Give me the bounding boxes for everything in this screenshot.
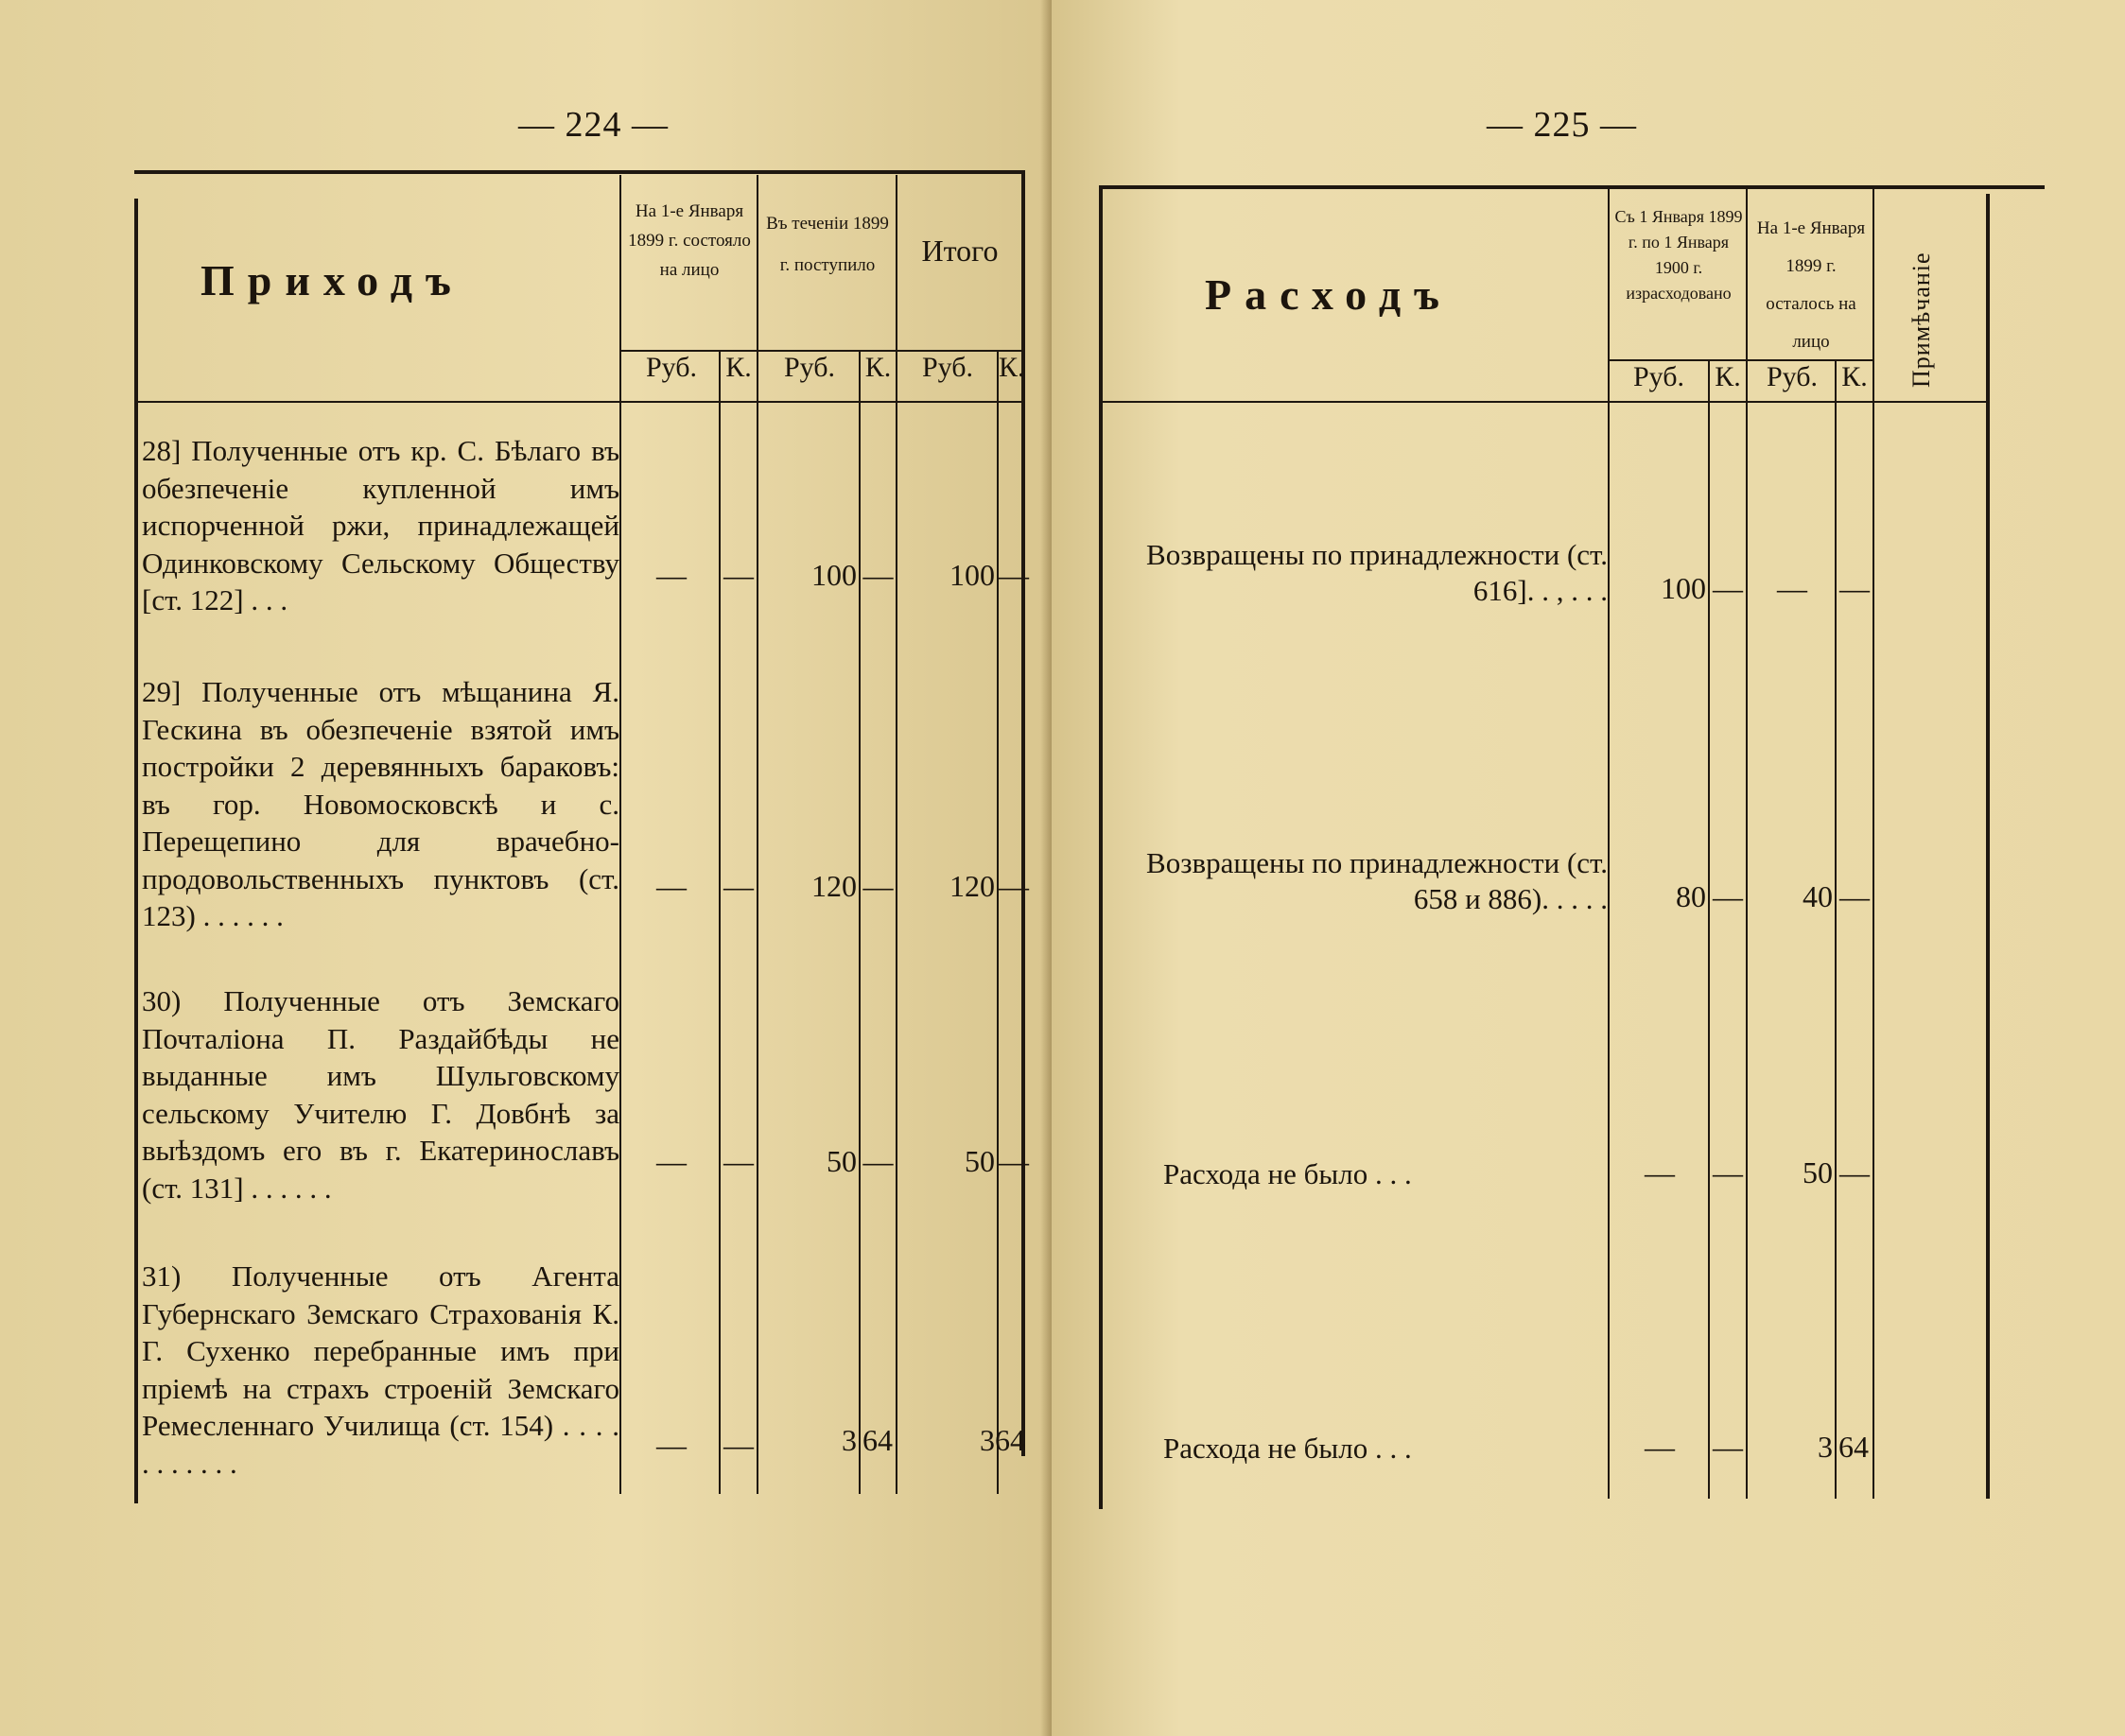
table-cell: 120 bbox=[949, 869, 995, 903]
left-page-number: — 224 — bbox=[518, 105, 669, 145]
right-page bbox=[1052, 0, 2125, 1736]
exp-col2-kop-unit: К. bbox=[1841, 361, 1868, 392]
col1-rub-unit: Руб. bbox=[645, 352, 698, 383]
table-cell: — bbox=[1839, 879, 1870, 913]
table-cell: — bbox=[1713, 1430, 1743, 1464]
table-cell: 50 bbox=[827, 1144, 857, 1178]
col2-rub-unit: Руб. bbox=[783, 352, 836, 383]
table-cell: — bbox=[656, 1144, 687, 1178]
table-cell: — bbox=[862, 1144, 894, 1178]
col-sep-3 bbox=[1872, 189, 1874, 1499]
table-cell: — bbox=[999, 1144, 1029, 1178]
note-header: Примѣчаніе bbox=[1907, 252, 1935, 388]
table-cell: — bbox=[656, 1428, 687, 1462]
table-cell: — bbox=[862, 869, 894, 903]
table-cell: 80 bbox=[1676, 879, 1706, 913]
col-sep-1k bbox=[1708, 359, 1710, 1499]
table-right-rule bbox=[1986, 194, 1990, 1499]
table-cell: 100 bbox=[949, 558, 995, 592]
col-sep-1 bbox=[619, 175, 621, 1494]
table-cell: — bbox=[1839, 1155, 1870, 1189]
col1-kop-unit: К. bbox=[725, 352, 752, 383]
table-cell: 100 bbox=[811, 558, 857, 592]
col3-kop-unit: К. bbox=[999, 352, 1025, 383]
table-cell: — bbox=[999, 869, 1029, 903]
header-bottom-rule bbox=[134, 401, 1025, 403]
exp-col1-kop-unit: К. bbox=[1715, 361, 1741, 392]
exp-col2-header: На 1-е Января 1899 г. осталось на лицо bbox=[1756, 218, 1866, 352]
col-sep-1 bbox=[1608, 189, 1610, 1499]
col3-header: Итого bbox=[921, 234, 999, 268]
expense-row-1-text: Возвращены по принадлежности (ст. 616]. . , . . . bbox=[1146, 538, 1608, 607]
table-cell: 3 bbox=[842, 1423, 857, 1457]
table-cell: — bbox=[1713, 1155, 1743, 1189]
col-sep-2 bbox=[1746, 189, 1748, 1499]
table-top-rule bbox=[134, 170, 1025, 174]
table-cell: 40 bbox=[1803, 879, 1833, 913]
income-title: Приходъ bbox=[200, 256, 464, 304]
col-sep-3k bbox=[997, 350, 999, 1494]
table-cell: 64 bbox=[995, 1423, 1025, 1457]
table-cell: — bbox=[723, 1144, 754, 1178]
table-cell: 50 bbox=[1803, 1155, 1833, 1189]
table-cell: — bbox=[1777, 571, 1807, 605]
income-row-30-text: 30) Полученные отъ Земскаго Почталіона П. Раздайбѣды не выданные имъ Шульговскому сельскому Учителю Г. Довбнѣ за выѣздомъ его въ г. Екатеринославъ (ст. 131] . . . . . . bbox=[142, 984, 619, 1205]
header-bottom-rule bbox=[1099, 401, 1988, 403]
table-cell: — bbox=[1645, 1155, 1675, 1189]
col-sep-1k bbox=[719, 350, 721, 1494]
table-cell: 64 bbox=[1838, 1430, 1869, 1464]
col-sep-3 bbox=[896, 175, 897, 1494]
table-cell: — bbox=[723, 869, 754, 903]
income-row-29-text: 29] Полученные отъ мѣщанина Я. Гескина въ обезпеченіе взятой имъ постройки 2 деревянныхъ бараковъ: въ гор. Новомосковскѣ и с. Перещепино для врачебно-продовольственныхъ пунктовъ (ст. 123) . . . . . . bbox=[142, 675, 619, 932]
expense-row-3-text: Расхода не было . . . bbox=[1163, 1157, 1412, 1190]
expense-row-4-text: Расхода не было . . . bbox=[1163, 1432, 1412, 1465]
table-cell: 50 bbox=[965, 1144, 995, 1178]
table-cell: — bbox=[862, 558, 894, 592]
table-cell: — bbox=[1713, 879, 1743, 913]
left-page bbox=[0, 0, 1052, 1736]
income-row-31-text: 31) Полученные отъ Агента Губернскаго Земскаго Страхованія К. Г. Сухенко перебранные имъ при пріемѣ на страхъ строеній Земскаго Ремесленнаго Училища (ст. 154) . . . . . . . . . . . bbox=[142, 1259, 619, 1480]
right-page-number: — 225 — bbox=[1487, 105, 1637, 145]
income-row-28-text: 28] Полученные отъ кр. С. Бѣлаго въ обезпеченіе купленной имъ испорченной ржи, принадлежащей Одинковскому Сельскому Обществу [ст. 122] . . . bbox=[142, 434, 619, 616]
table-cell: — bbox=[656, 558, 687, 592]
col3-rub-unit: Руб. bbox=[921, 352, 974, 383]
table-left-rule bbox=[1099, 185, 1103, 1509]
exp-col1-rub-unit: Руб. bbox=[1632, 361, 1685, 392]
table-cell: 120 bbox=[811, 869, 857, 903]
table-cell: 3 bbox=[980, 1423, 995, 1457]
table-left-rule bbox=[134, 199, 138, 1503]
table-cell: 64 bbox=[862, 1423, 893, 1457]
table-cell: — bbox=[656, 869, 687, 903]
table-cell: — bbox=[723, 558, 754, 592]
expense-title: Расходъ bbox=[1205, 270, 1453, 319]
col2-header: Въ теченіи 1899 г. поступило bbox=[766, 214, 889, 275]
exp-col2-rub-unit: Руб. bbox=[1766, 361, 1819, 392]
table-cell: — bbox=[1839, 571, 1870, 605]
col2-kop-unit: К. bbox=[864, 352, 892, 383]
col-sep-2k bbox=[1835, 359, 1837, 1499]
col-sep-2k bbox=[859, 350, 861, 1494]
table-top-rule bbox=[1099, 185, 2045, 189]
table-cell: — bbox=[1645, 1430, 1675, 1464]
table-cell: — bbox=[999, 558, 1029, 592]
expense-row-2-text: Возвращены по принадлежности (ст. 658 и 886). . . . . bbox=[1146, 846, 1608, 915]
table-cell: — bbox=[723, 1428, 754, 1462]
table-cell: — bbox=[1713, 571, 1743, 605]
table-cell: 3 bbox=[1818, 1430, 1833, 1464]
exp-col1-header: Съ 1 Января 1899 г. по 1 Января 1900 г. израсходовано bbox=[1614, 207, 1743, 303]
table-cell: 100 bbox=[1661, 571, 1706, 605]
col-sep-2 bbox=[757, 175, 758, 1494]
col1-header: На 1-е Января 1899 г. состояло на лицо bbox=[628, 201, 751, 280]
